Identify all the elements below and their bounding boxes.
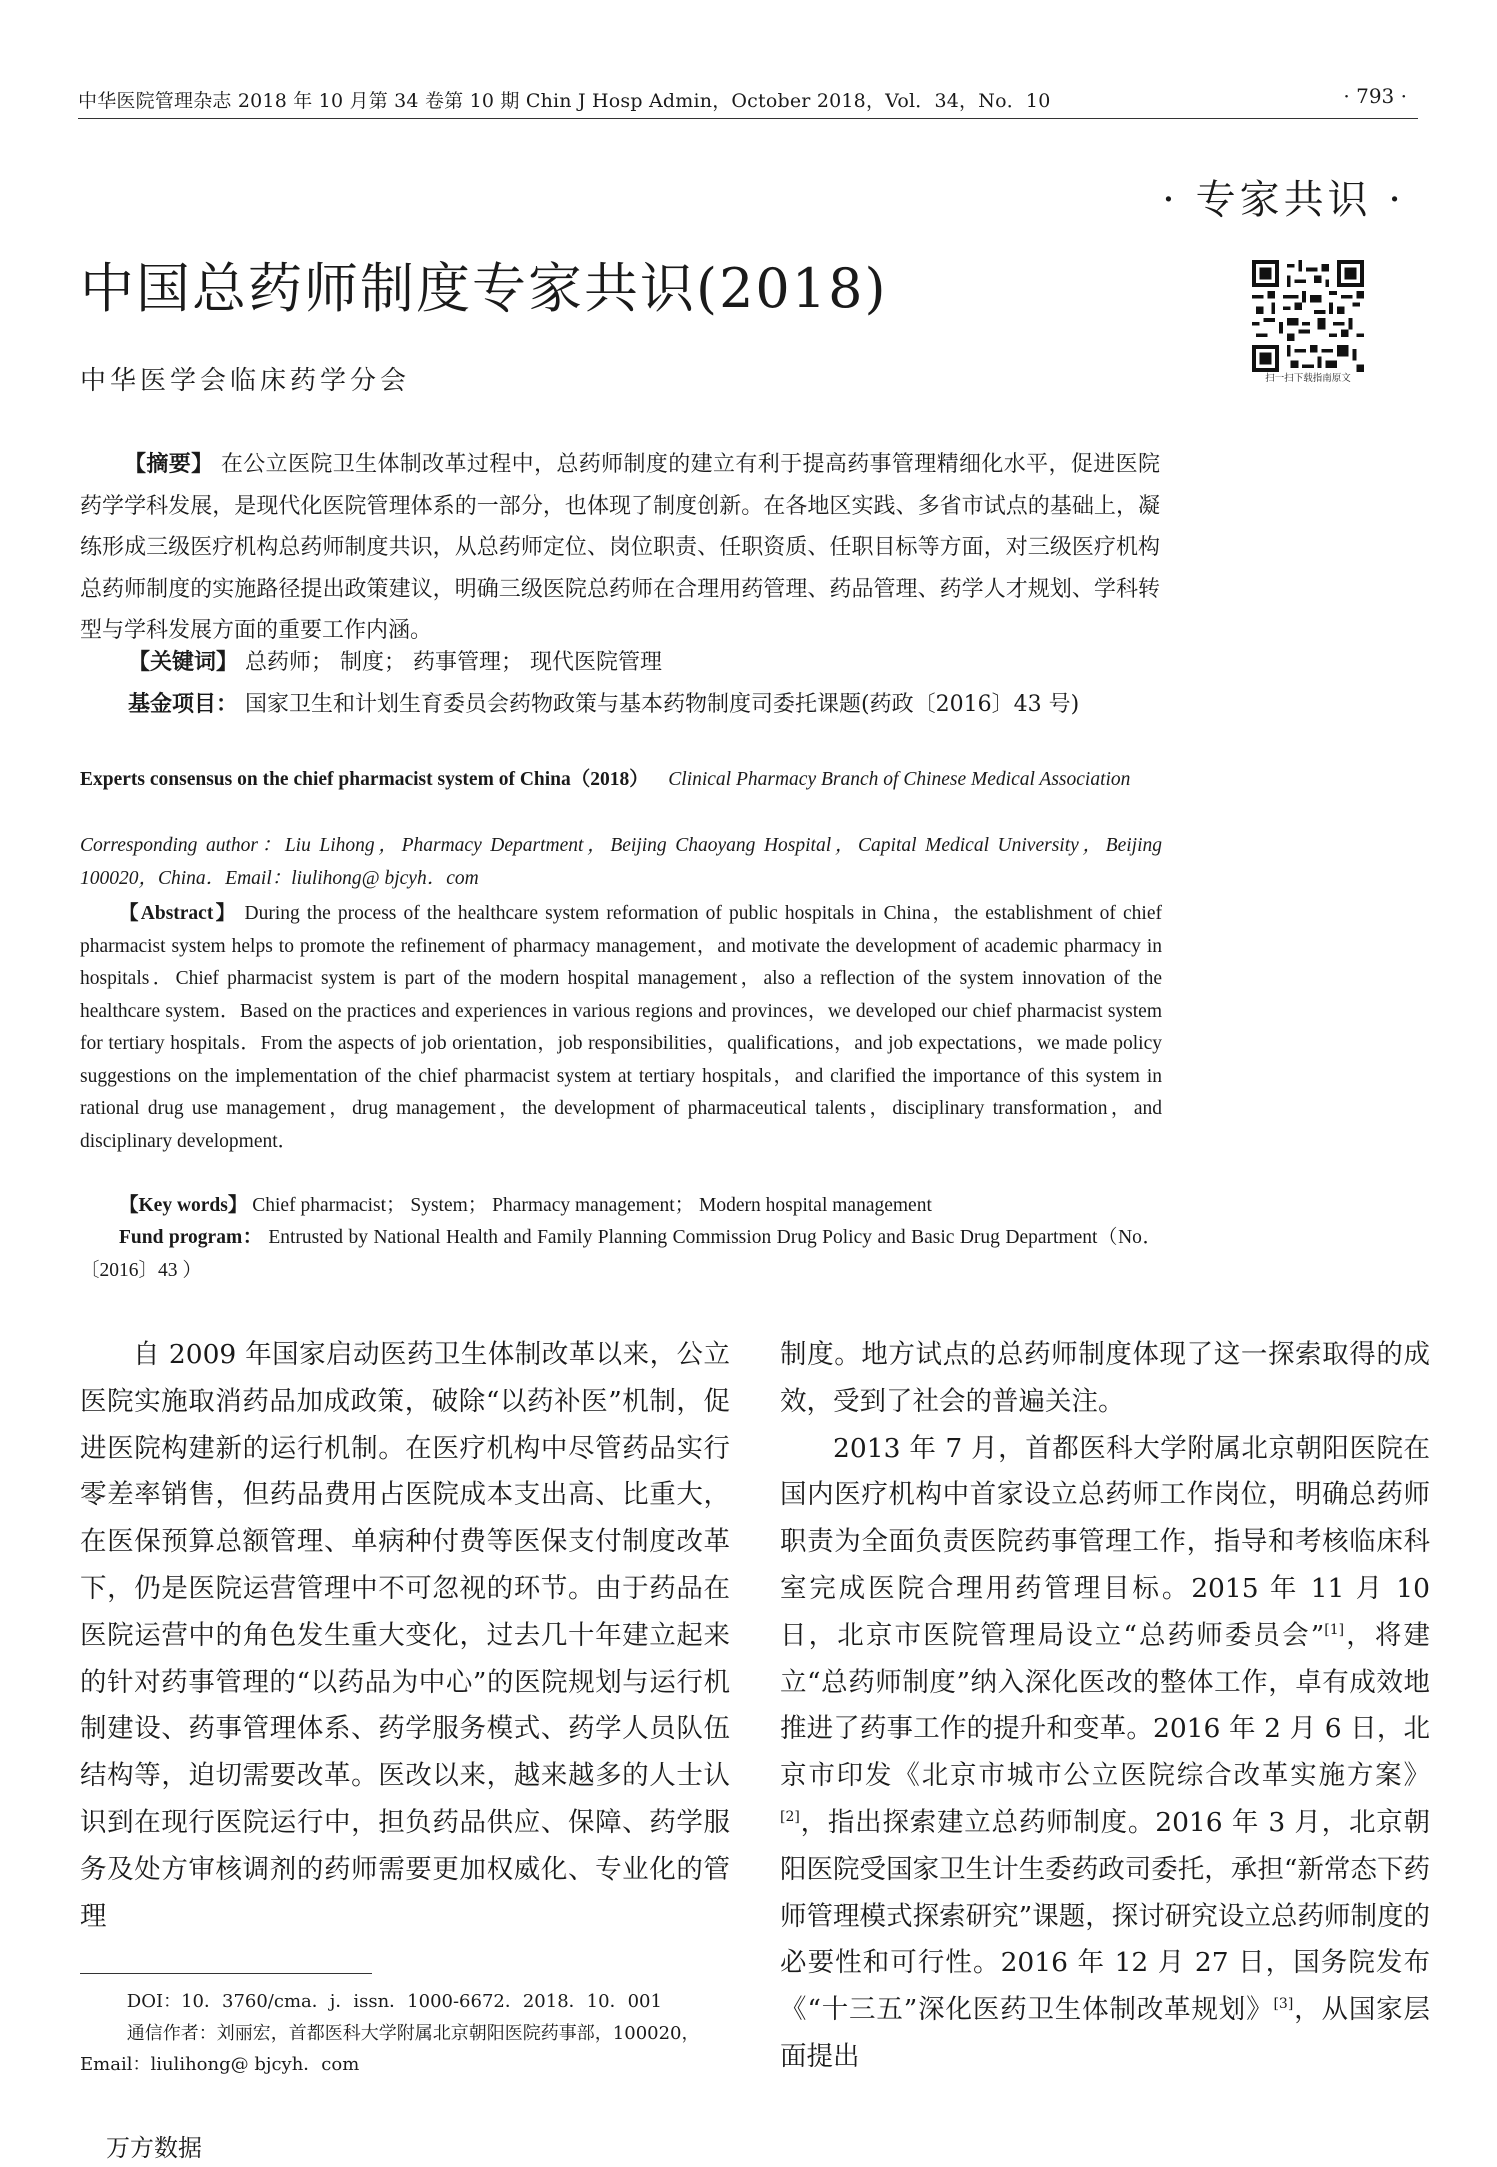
body-paragraph-continued: 制度。地方试点的总药师制度体现了这一探索取得的成效，受到了社会的普遍关注。 <box>780 1339 1430 1417</box>
body-text-run: ，从国家层面提出 <box>780 1994 1430 2072</box>
body-right-column <box>780 1332 1430 2081</box>
zh-keywords-text: 总药师； 制度； 药事管理； 现代医院管理 <box>245 650 662 675</box>
en-fund-text: Entrusted by National Health and Family Planning Commission Drug Policy and Basic Drug Department（No．〔2016〕43 ） <box>80 1227 1162 1281</box>
en-fund-label: Fund program： <box>119 1227 263 1248</box>
body-left-column <box>80 1332 730 1940</box>
en-corr-text: Corresponding author：Liu Lihong，Pharmacy Department，Beijing Chaoyang Hospital，Capital Medical University，Beijing 100020，China．Email：liulihong@ bjcyh．com <box>80 835 1162 889</box>
zh-abstract-label: 【摘要】 <box>124 452 214 477</box>
footnote-divider <box>80 1973 372 1974</box>
zh-fund <box>80 684 1160 726</box>
reference-1[interactable]: [1] <box>1324 1621 1345 1638</box>
zh-abstract <box>80 444 1160 652</box>
en-abstract <box>80 898 1162 1158</box>
body-paragraph <box>780 1426 1430 2081</box>
en-corresponding <box>80 830 1162 895</box>
zh-fund-text: 国家卫生和计划生育委员会药物政策与基本药物制度司委托课题(药政〔2016〕43 号) <box>245 692 1080 717</box>
en-abstract-label: 【Abstract】 <box>119 903 238 924</box>
article-title: 中国总药师制度专家共识(2018) <box>80 257 888 320</box>
header-divider <box>78 118 1418 119</box>
zh-fund-label: 基金项目： <box>128 692 239 717</box>
zh-abstract-text: 在公立医院卫生体制改革过程中，总药师制度的建立有利于提高药事管理精细化水平，促进医院药学学科发展，是现代化医院管理体系的一部分，也体现了制度创新。在各地区实践、多省市试点的基础上，凝练形成三级医疗机构总药师制度共识，从总药师定位、岗位职责、任职资质、任职目标等方面，对三级医疗机构总药师制度的实施路径提出政策建议，明确三级医院总药师在合理用药管理、药品管理、药学人才规划、学科转型与学科发展方面的重要工作内涵。 <box>80 452 1160 643</box>
body-text-run: 2013 年 7 月，首都医科大学附属北京朝阳医院在国内医疗机构中首家设立总药师工作岗位，明确总药师职责为全面负责医院药事管理工作，指导和考核临床科室完成医院合理用药管理目标。2015 年 11 月 10 日，北京市医院管理局设立“总药师委员会” <box>780 1432 1430 1651</box>
en-title-block <box>80 764 1162 797</box>
reference-2[interactable]: [2] <box>780 1809 800 1826</box>
en-keywords-label: 【Key words】 <box>119 1195 248 1216</box>
qr-code-icon[interactable] <box>1252 260 1364 372</box>
reference-3[interactable]: [3] <box>1273 1996 1294 2013</box>
en-keywords-text: Chief pharmacist； System； Pharmacy management； Modern hospital management <box>252 1195 932 1216</box>
body-paragraph: 自 2009 年国家启动医药卫生体制改革以来，公立医院实施取消药品加成政策，破除“以药补医”机制，促进医院构建新的运行机制。在医疗机构中尽管药品实行零差率销售，但药品费用占医院成本支出高、比重大，在医保预算总额管理、单病种付费等医保支付制度改革下，仍是医院运营管理中不可忽视的环节。由于药品在医院运营中的角色发生重大变化，过去几十年建立起来的针对药事管理的“以药品为中心”的医院规划与运行机制建设、药事管理体系、药学服务模式、药学人员队伍结构等，迫切需要改革。医改以来，越来越多的人士认识到在现行医院运行中，担负药品供应、保障、药学服务及处方审核调剂的药师需要更加权威化、专业化的管理 <box>80 1339 730 1932</box>
en-org: Clinical Pharmacy Branch of Chinese Medical Association <box>668 769 1131 790</box>
page-number: · 793 · <box>1343 84 1407 108</box>
zh-keywords <box>80 642 1160 684</box>
en-keywords <box>80 1190 1162 1223</box>
footnote-corresponding: 通信作者：刘丽宏，首都医科大学附属北京朝阳医院药事部，100020，Email：liulihong@ bjcyh．com <box>80 2023 700 2075</box>
zh-keywords-label: 【关键词】 <box>128 650 239 675</box>
watermark: 万方数据 <box>106 2134 202 2162</box>
author-org: 中华医学会临床药学分会 <box>80 366 411 396</box>
qr-caption: 扫一扫下载指南原文 <box>1265 373 1351 384</box>
en-fund <box>80 1222 1162 1287</box>
body-text-run: ，指出探索建立总药师制度。2016 年 3 月，北京朝阳医院受国家卫生计生委药政司委托，承担“新常态下药师管理模式探索研究”课题，探讨研究设立总药师制度的必要性和可行性。2016 年 12 月 27 日，国务院发布《“十三五”深化医药卫生体制改革规划》 <box>780 1806 1430 2026</box>
body-text-run: ，将建立“总药师制度”纳入深化医改的整体工作，卓有成效地推进了药事工作的提升和变革。2016 年 2 月 6 日，北京市印发《北京市城市公立医院综合改革实施方案》 <box>780 1619 1430 1792</box>
footnote-doi: DOI：10．3760/cma．j．issn．1000-6672．2018．10．001 <box>126 1991 662 2012</box>
en-abstract-text: During the process of the healthcare system reformation of public hospitals in China，the establishment of chief pharmacist system helps to promote the refinement of pharmacy management，and motivate the development of academic pharmacy in hospitals．Chief pharmacist system is part of the modern hospital management，also a reflection of the system innovation of the healthcare system．Based on the practices and experiences in various regions and provinces，we developed our chief pharmacist system for tertiary hospitals．From the aspects of job orientation，job responsibilities，qualifications，and job expectations，we made policy suggestions on the implementation of the chief pharmacist system at tertiary hospitals，and clarified the importance of this system in rational drug use management，drug management，the development of pharmaceutical talents，disciplinary transformation，and disciplinary development． <box>80 903 1163 1152</box>
en-title: Experts consensus on the chief pharmacist system of China（2018） <box>80 769 649 790</box>
section-tag: · 专家共识 · <box>1162 177 1405 223</box>
running-head: 中华医院管理杂志 2018 年 10 月第 34 卷第 10 期 Chin J Hosp Admin，October 2018，Vol．34，No．10 <box>78 90 1051 112</box>
